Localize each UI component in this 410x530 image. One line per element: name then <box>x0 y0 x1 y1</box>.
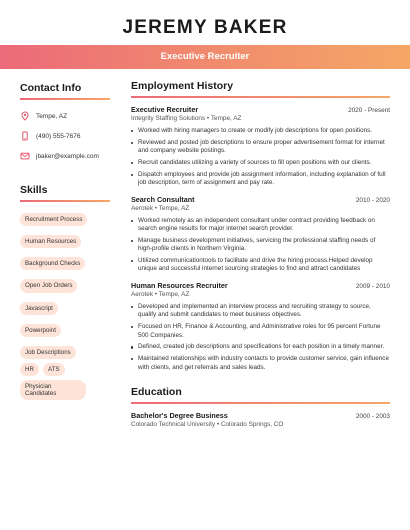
skill-chip: Job Descriptions <box>20 346 76 359</box>
job-bullets <box>131 303 390 372</box>
left-column <box>20 82 110 404</box>
job-entry <box>131 105 390 188</box>
job-company: Aerotek <box>131 290 154 298</box>
contact-list <box>20 106 110 166</box>
skill-chip: HR <box>20 363 39 376</box>
job-entry <box>131 195 390 274</box>
contact-divider <box>20 98 110 100</box>
skill-chip: Open Job Orders <box>20 279 77 292</box>
job-dates: 2009 - 2010 <box>355 282 390 290</box>
job-company-line: Aerotek • Tempe, AZ <box>131 290 190 298</box>
skill-chip: ATS <box>43 363 65 376</box>
skill-chip: Physician Candidates <box>20 380 86 400</box>
skill-chip: Human Resources <box>20 235 81 248</box>
job-bullet: Recruit candidates utilizing a variety of sources to fill open positions with our clients. <box>131 159 390 168</box>
job-bullet: Reviewed and posted job descriptions to ensure proper advertisement format for internet and company website postings. <box>131 139 390 156</box>
job-bullet: Dispatch employees and provide job assignment information, including explanation of full job description, term of assignment and pay rate. <box>131 171 390 188</box>
contact-item-location <box>20 106 110 126</box>
skill-chip: Powerpoint <box>20 324 61 337</box>
contact-location: Tempe, AZ <box>36 112 68 120</box>
job-title: Search Consultant <box>131 194 195 204</box>
job-company: Integrity Staffing Solutions <box>131 115 206 122</box>
education-dates: 2000 - 2003 <box>355 413 390 420</box>
education-divider <box>131 402 390 404</box>
job-title: Human Resources Recruiter <box>131 280 228 290</box>
job-company-line: Integrity Staffing Solutions • Tempe, AZ <box>131 115 242 122</box>
skills-heading: Skills <box>20 184 48 196</box>
skill-chip: Recruitment Process <box>20 213 87 226</box>
employment-heading: Employment History <box>131 80 234 92</box>
contact-item-email <box>20 146 110 166</box>
candidate-name: JEREMY BAKER <box>122 17 288 38</box>
job-bullet: Utilized communicationtools to facilitate and drive the hiring process.Helped develop unique and successful internet sourcing strategies to find and attract candidates <box>131 257 390 274</box>
job-location: Tempe, AZ <box>158 290 190 298</box>
job-dates: 2010 - 2020 <box>355 196 390 204</box>
job-bullet: Worked remotely as an independent consultant under contract providing feedback on search engine results for major internet search provider. <box>131 217 390 234</box>
job-bullet: Maintained relationships with industry contacts to provide customer service, gain influence with clients, and get referrals and sales leads. <box>131 355 390 372</box>
education-entry <box>131 411 390 428</box>
job-title: Executive Recruiter <box>160 51 250 62</box>
degree-title: Bachelor's Degree Business <box>131 411 228 420</box>
contact-item-phone <box>20 126 110 146</box>
skill-chip: Background Checks <box>20 257 85 270</box>
contact-email: jbaker@example.com <box>36 152 99 160</box>
school-name: Colorado Technical University <box>131 421 216 428</box>
job-title-banner <box>0 45 410 69</box>
email-icon <box>20 151 30 161</box>
school-location: Colorado Springs, CO <box>220 421 284 428</box>
skills-list <box>20 208 110 404</box>
job-bullet: Developed and implemented an interview process and recruiting strategy to source, qualify and submit candidates to meet business objectives. <box>131 303 390 320</box>
skill-chip: Javascript <box>20 302 58 315</box>
job-title: Executive Recruiter <box>131 105 199 114</box>
education-heading: Education <box>131 386 182 398</box>
job-company-line: Aerotek • Tempe, AZ <box>131 204 190 212</box>
job-bullets <box>131 127 390 188</box>
location-pin-icon <box>20 111 30 121</box>
job-dates: 2020 - Present <box>348 107 390 114</box>
skills-divider <box>20 200 110 202</box>
school-line: Colorado Technical University • Colorado Springs, CO <box>131 421 284 428</box>
contact-heading: Contact Info <box>20 82 82 94</box>
job-entry <box>131 281 390 372</box>
employment-divider <box>131 96 390 98</box>
job-location: Tempe, AZ <box>210 115 242 122</box>
right-column <box>131 80 390 428</box>
job-location: Tempe, AZ <box>158 204 190 212</box>
phone-icon <box>20 131 30 141</box>
job-bullet: Manage business development initiatives, servicing the professional staffing needs of high-profile clients in Northern Virginia. <box>131 237 390 254</box>
job-company: Aerotek <box>131 204 154 212</box>
job-bullet: Worked with hiring managers to create or modify job descriptions for open positions. <box>131 127 390 136</box>
job-bullets <box>131 217 390 274</box>
job-bullet: Defined, created job descriptions and specifications for each position in a timely manner. <box>131 343 390 352</box>
contact-phone: (490) 555-7676 <box>36 132 81 140</box>
job-bullet: Focused on HR, Finance & Accounting, and Administrative roles for 95 percent Fortune 500 Companies. <box>131 323 390 340</box>
